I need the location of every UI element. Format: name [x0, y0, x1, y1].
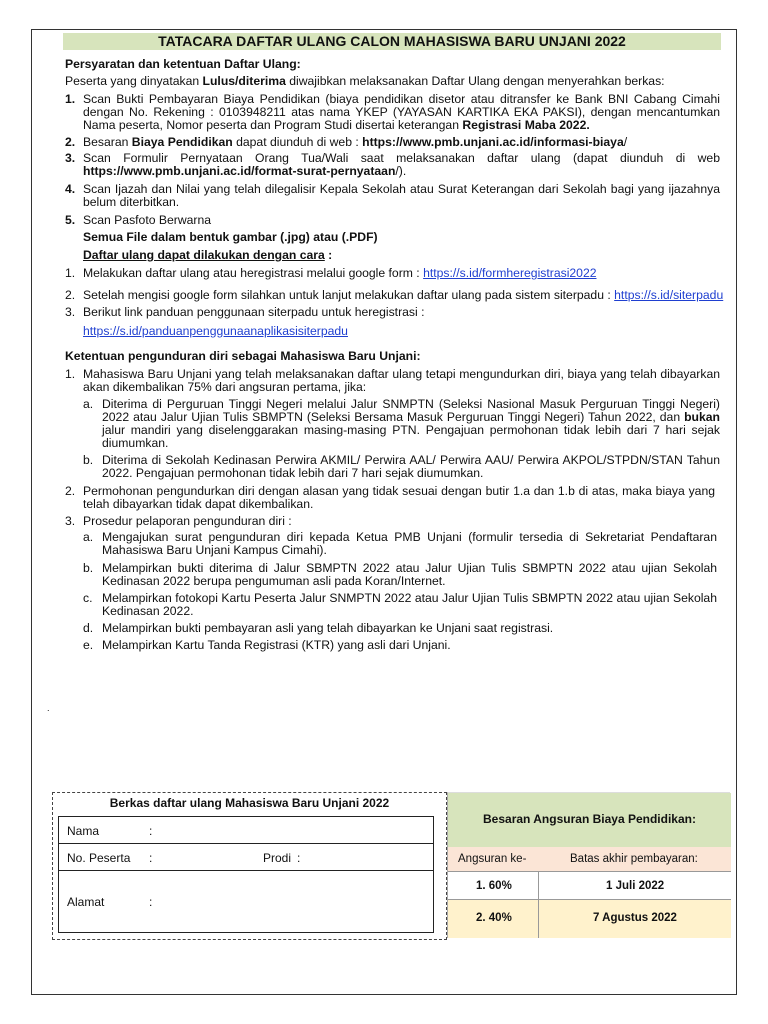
sub-3c-line: Kedinasan 2022. [102, 604, 194, 618]
nama-colon: : [149, 824, 153, 838]
siterpadu-link[interactable]: https://s.id/siterpadu [614, 288, 724, 302]
peserta-row[interactable] [58, 843, 434, 871]
ketentuan-heading: Ketentuan pengunduran diri sebagai Mahasiswa Baru Unjani: [65, 349, 421, 363]
col-batas: Batas akhir pembayaran: [570, 853, 698, 865]
no-peserta-label: No. Peserta [67, 851, 131, 865]
cara-number: 1. [65, 266, 76, 280]
angsuran-row-2 [448, 900, 731, 938]
col-angsuran-ke: Angsuran ke- [458, 853, 527, 865]
sub-3a-line: Mengajukan surat pengunduran diri kepada Ketua PMB Unjani (formulir tersedia di Sekretariat Pendaftaran [102, 530, 717, 544]
item-number: 1. [65, 92, 76, 106]
item-3-line: Scan Formulir Pernyataan Orang Tua/Wali saat melaksanakan daftar ulang (dapat diunduh di web [83, 151, 720, 165]
sub-1b-line: Diterima di Sekolah Kedinasan Perwira AKMIL/ Perwira AAL/ Perwira AAU/ Perwira AKPOL/STPDN/STAN Tahun [102, 453, 720, 467]
sub-3e-line: Melampirkan Kartu Tanda Registrasi (KTR) yang asli dari Unjani. [102, 638, 451, 652]
stray-dot: . [47, 703, 50, 713]
no-peserta-colon: : [149, 851, 153, 865]
sub-3b-line: Kedinasan 2022 berupa pengumuman asli pada Koran/Internet. [102, 574, 446, 588]
sub-3c-line: Melampirkan fotokopi Kartu Peserta Jalur SNMPTN 2022 atau Jalur Ujian Tulis SBMPTN 2022 atau ujian Sekolah [102, 591, 717, 605]
angsuran-box [447, 792, 730, 938]
ketentuan-number: 2. [65, 484, 76, 498]
ketentuan-1-line: Mahasiswa Baru Unjani yang telah melaksanakan daftar ulang tetapi mengundurkan diri, biaya yang telah dibayarkan [83, 367, 720, 381]
formheregistrasi-link[interactable]: https://s.id/formheregistrasi2022 [423, 266, 597, 280]
cara-item: Setelah mengisi google form silahkan untuk lanjut melakukan daftar ulang pada sistem siterpadu : https://s.id/siterpadu [83, 288, 724, 302]
sub-letter: d. [83, 621, 94, 635]
angsuran-title-bg [448, 793, 731, 847]
sub-1a-line: jalur mandiri yang diselenggarakan masing-masing PTN. Pengajuan permohonan tidak lebih dari 7 hari sejak [102, 423, 720, 437]
alamat-label: Alamat [67, 895, 105, 909]
sub-3d-line: Melampirkan bukti pembayaran asli yang telah dibayarkan ke Unjani saat registrasi. [102, 621, 554, 635]
nama-row[interactable] [58, 816, 434, 844]
sub-1a-line: diumumkan. [102, 436, 169, 450]
item-5-line: Scan Pasfoto Berwarna [83, 213, 212, 227]
sub-1b-line: 2022. Pengajuan permohonan tidak lebih dari 7 hari sejak diumumkan. [102, 466, 484, 480]
alamat-row[interactable] [58, 870, 434, 933]
angsuran-row-1 [448, 871, 731, 900]
cara-heading: Daftar ulang dapat dilakukan dengan cara : [83, 248, 333, 262]
ketentuan-number: 3. [65, 514, 76, 528]
item-number: 3. [65, 151, 76, 165]
col-divider [538, 900, 539, 938]
item-number: 2. [65, 135, 76, 149]
angsuran-title: Besaran Angsuran Biaya Pendidikan: [483, 812, 696, 826]
nama-label: Nama [67, 824, 100, 838]
item-number: 5. [65, 213, 76, 227]
alamat-colon: : [149, 895, 153, 909]
item-4-line: belum diterbitkan. [83, 195, 180, 209]
pernyataan-link[interactable]: https://www.pmb.unjani.ac.id/format-surat-pernyataan [83, 164, 396, 178]
berkas-box [52, 792, 447, 940]
file-format-note: Semua File dalam bentuk gambar (.jpg) atau (.PDF) [83, 230, 378, 244]
item-1-line: Scan Bukti Pembayaran Biaya Pendidikan (biaya pendidikan disetor atau ditransfer ke Bank BNI Cabang Cimahi [83, 92, 720, 106]
ketentuan-number: 1. [65, 367, 76, 381]
item-3-line: https://www.pmb.unjani.ac.id/format-surat-pernyataan/). [83, 164, 407, 178]
item-1-line: Nama peserta, Nomor peserta dan Program Studi disertai keterangan Registrasi Maba 2022. [83, 118, 590, 132]
panduan-link[interactable]: https://s.id/panduanpenggunaanaplikasisiterpadu [83, 324, 348, 338]
item-4-line: Scan Ijazah dan Nilai yang telah dilegalisir Kepala Sekolah atau Surat Keterangan dari Sekolah bagi yang ijazahnya [83, 182, 720, 196]
prodi-colon: : [297, 851, 301, 865]
sub-3b-line: Melampirkan bukti diterima di Jalur SBMPTN 2022 atau Jalur Ujian Tulis SBMPTN 2022 atau ujian Sekolah [102, 561, 717, 575]
col-divider [538, 872, 539, 899]
cara-item: Melakukan daftar ulang atau heregistrasi melalui google form : https://s.id/formheregistrasi2022 [83, 266, 597, 280]
batas-value: 1 Juli 2022 [606, 880, 665, 892]
batas-value: 7 Agustus 2022 [593, 912, 677, 924]
sub-letter: a. [83, 530, 94, 544]
sub-letter: e. [83, 638, 94, 652]
persyaratan-intro: Peserta yang dinyatakan Lulus/diterima diwajibkan melaksanakan Daftar Ulang dengan menyerahkan berkas: [65, 74, 665, 88]
item-1-line: dengan No. Rekening : 0103948211 atas nama YKEP (YAYASAN KARTIKA EKA PAKSI), dengan mencantumkan [83, 105, 720, 119]
cara-number: 2. [65, 288, 76, 302]
biaya-link[interactable]: https://www.pmb.unjani.ac.id/informasi-biaya [362, 135, 624, 149]
angsuran-ke-value: 1. 60% [476, 880, 512, 892]
item-2-line: Besaran Biaya Pendidikan dapat diunduh di web : https://www.pmb.unjani.ac.id/informasi-biaya/ [83, 135, 628, 149]
cara-item: Berikut link panduan penggunaan siterpadu untuk heregistrasi : [83, 305, 425, 319]
sub-letter: c. [83, 591, 93, 605]
berkas-title: Berkas daftar ulang Mahasiswa Baru Unjani 2022 [109, 796, 390, 810]
ketentuan-1-line: akan dikembalikan 75% dari angsuran pertama, jika: [83, 380, 367, 394]
sub-letter: a. [83, 397, 94, 411]
sub-letter: b. [83, 561, 94, 575]
angsuran-ke-value: 2. 40% [476, 912, 512, 924]
angsuran-header [448, 847, 731, 871]
item-number: 4. [65, 182, 76, 196]
ketentuan-3-line: Prosedur pelaporan pengunduran diri : [83, 514, 292, 528]
sub-1a-line: 2022 atau Jalur Ujian Tulis SBMPTN (Seleksi Bersama Masuk Perguruan Tinggi Negeri) Tahun 2022, dan bukan [102, 410, 720, 424]
ketentuan-2-line: Permohonan pengundurkan diri dengan alasan yang tidak sesuai dengan butir 1.a dan 1.b di atas, maka biaya yang [83, 484, 715, 498]
page-title: TATACARA DAFTAR ULANG CALON MAHASISWA BARU UNJANI 2022 [63, 33, 721, 50]
persyaratan-heading: Persyaratan dan ketentuan Daftar Ulang: [65, 57, 301, 71]
sub-letter: b. [83, 453, 94, 467]
sub-3a-line: Mahasiswa Baru Unjani Kampus Cimahi). [102, 543, 327, 557]
sub-1a-line: Diterima di Perguruan Tinggi Negeri melalui Jalur SNMPTN (Seleksi Nasional Masuk Perguruan Tinggi Negeri) [102, 397, 720, 411]
prodi-label: Prodi [263, 851, 292, 865]
ketentuan-2-line: telah dibayarkan tidak dapat dikembalikan. [83, 497, 314, 511]
cara-number: 3. [65, 305, 76, 319]
